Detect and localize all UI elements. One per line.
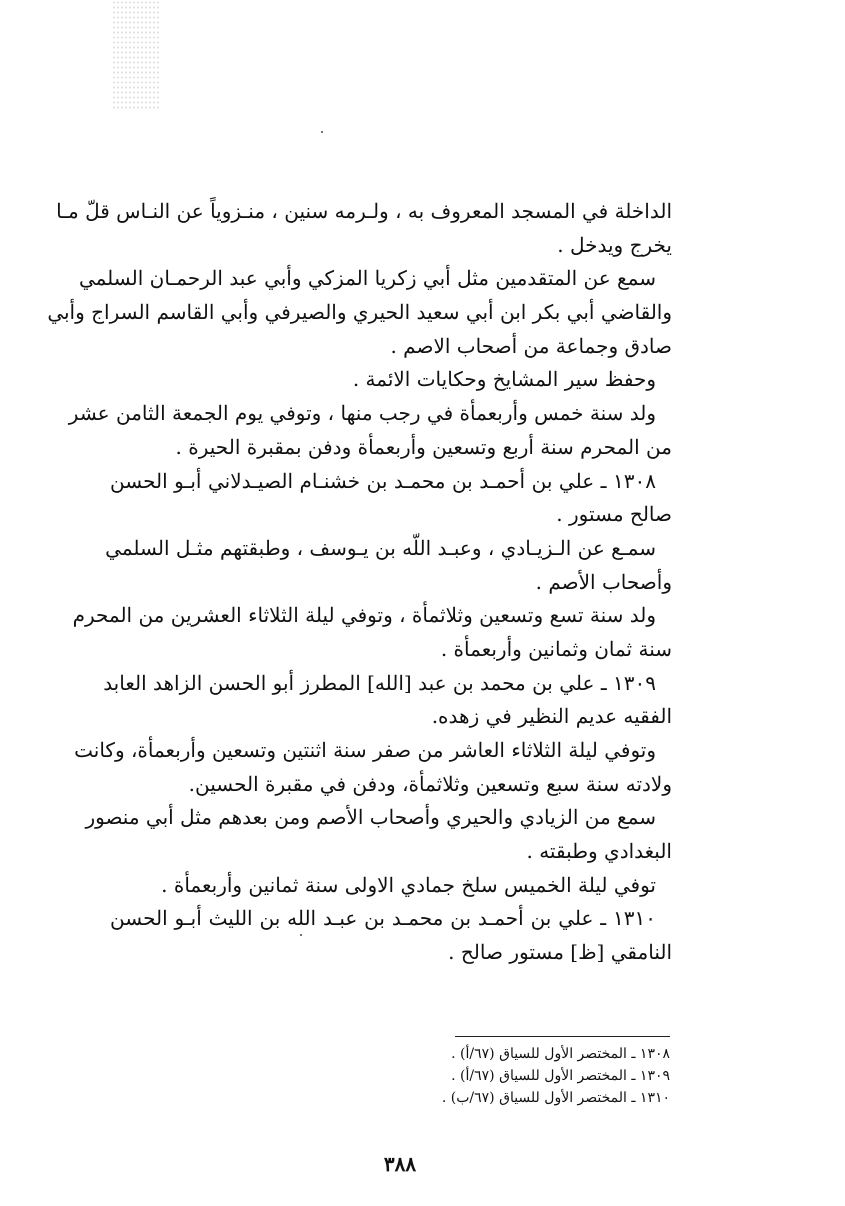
page-body-text <box>47 195 672 970</box>
footnote-1310: ١٣١٠ ـ المختصر الأول للسياق (٦٧/ب) . <box>441 1090 670 1106</box>
page-number: ٣٨٨ <box>383 1152 417 1176</box>
text-line: من المحرم سنة أربع وتسعين وأربعمأة ودفن بمقبرة الحيرة . <box>175 434 672 459</box>
text-line: ولد سنة تسع وتسعين وثلاثمأة ، وتوفي ليلة الثلاثاء العشرين من المحرم <box>72 603 656 628</box>
text-line: وحفظ سير المشايخ وحكايات الائمة . <box>352 367 656 392</box>
footnote-1308: ١٣٠٨ ـ المختصر الأول للسياق (٦٧/أ) . <box>451 1046 670 1062</box>
text-line: سمـع عن الـزيـادي ، وعبـد اللّه بن يـوسف ، وطبقتهم مثـل السلمي <box>105 535 656 560</box>
footnotes <box>300 1043 670 1109</box>
text-line: ولد سنة خمس وأربعمأة في رجب منها ، وتوفي يوم الجمعة الثامن عشر <box>68 401 656 426</box>
scan-dot <box>321 131 323 133</box>
footnote-separator <box>455 1036 670 1037</box>
text-line: توفي ليلة الخميس سلخ جمادي الاولى سنة ثمانين وأربعمأة . <box>161 872 656 897</box>
entry-heading-1308: ١٣٠٨ ـ علي بن أحمـد بن محمـد بن خشنـام الصيـدلاني أبـو الحسن <box>110 468 656 493</box>
text-line: وأصحاب الأصم . <box>535 569 672 594</box>
text-line: صادق وجماعة من أصحاب الاصم . <box>390 333 672 358</box>
text-line: سمع عن المتقدمين مثل أبي زكريا المزكي وأبي عبد الرحمـان السلمي <box>78 266 656 291</box>
text-line: النامقي [ظ] مستور صالح . <box>448 940 672 965</box>
text-line: سنة ثمان وثمانين وأربعمأة . <box>440 636 672 661</box>
text-line: وتوفي ليلة الثلاثاء العاشر من صفر سنة اثنتين وتسعين وأربعمأة، وكانت <box>74 738 656 762</box>
text-line: والقاضي أبي بكر ابن أبي سعيد الحيري والصيرفي وأبي القاسم السراج وأبي <box>47 300 672 325</box>
text-line: يخرج ويدخل . <box>557 232 672 257</box>
text-line: الداخلة في المسجد المعروف به ، ولـرمه سنين ، منـزوياً عن النـاس قلّ مـا <box>56 199 672 223</box>
entry-heading-1310: ١٣١٠ ـ علي بن أحمـد بن محمـد بن عبـد الله بن الليث أبـو الحسن <box>110 906 656 931</box>
text-line: الفقيه عديم النظير في زهده. <box>431 704 672 729</box>
text-line: البغدادي وطبقته . <box>526 839 672 864</box>
scan-speckle-noise <box>112 0 160 110</box>
footnote-1309: ١٣٠٩ ـ المختصر الأول للسياق (٦٧/أ) . <box>451 1068 670 1084</box>
text-line: صالح مستور . <box>556 502 672 527</box>
text-line: ولادته سنة سبع وتسعين وثلاثمأة، ودفن في مقبرة الحسين. <box>188 771 672 796</box>
entry-heading-1309: ١٣٠٩ ـ علي بن محمد بن عبد [الله] المطرز أبو الحسن الزاهد العابد <box>103 670 656 695</box>
text-line: سمع من الزيادي والحيري وأصحاب الأصم ومن بعدهم مثل أبي منصور <box>85 805 656 830</box>
